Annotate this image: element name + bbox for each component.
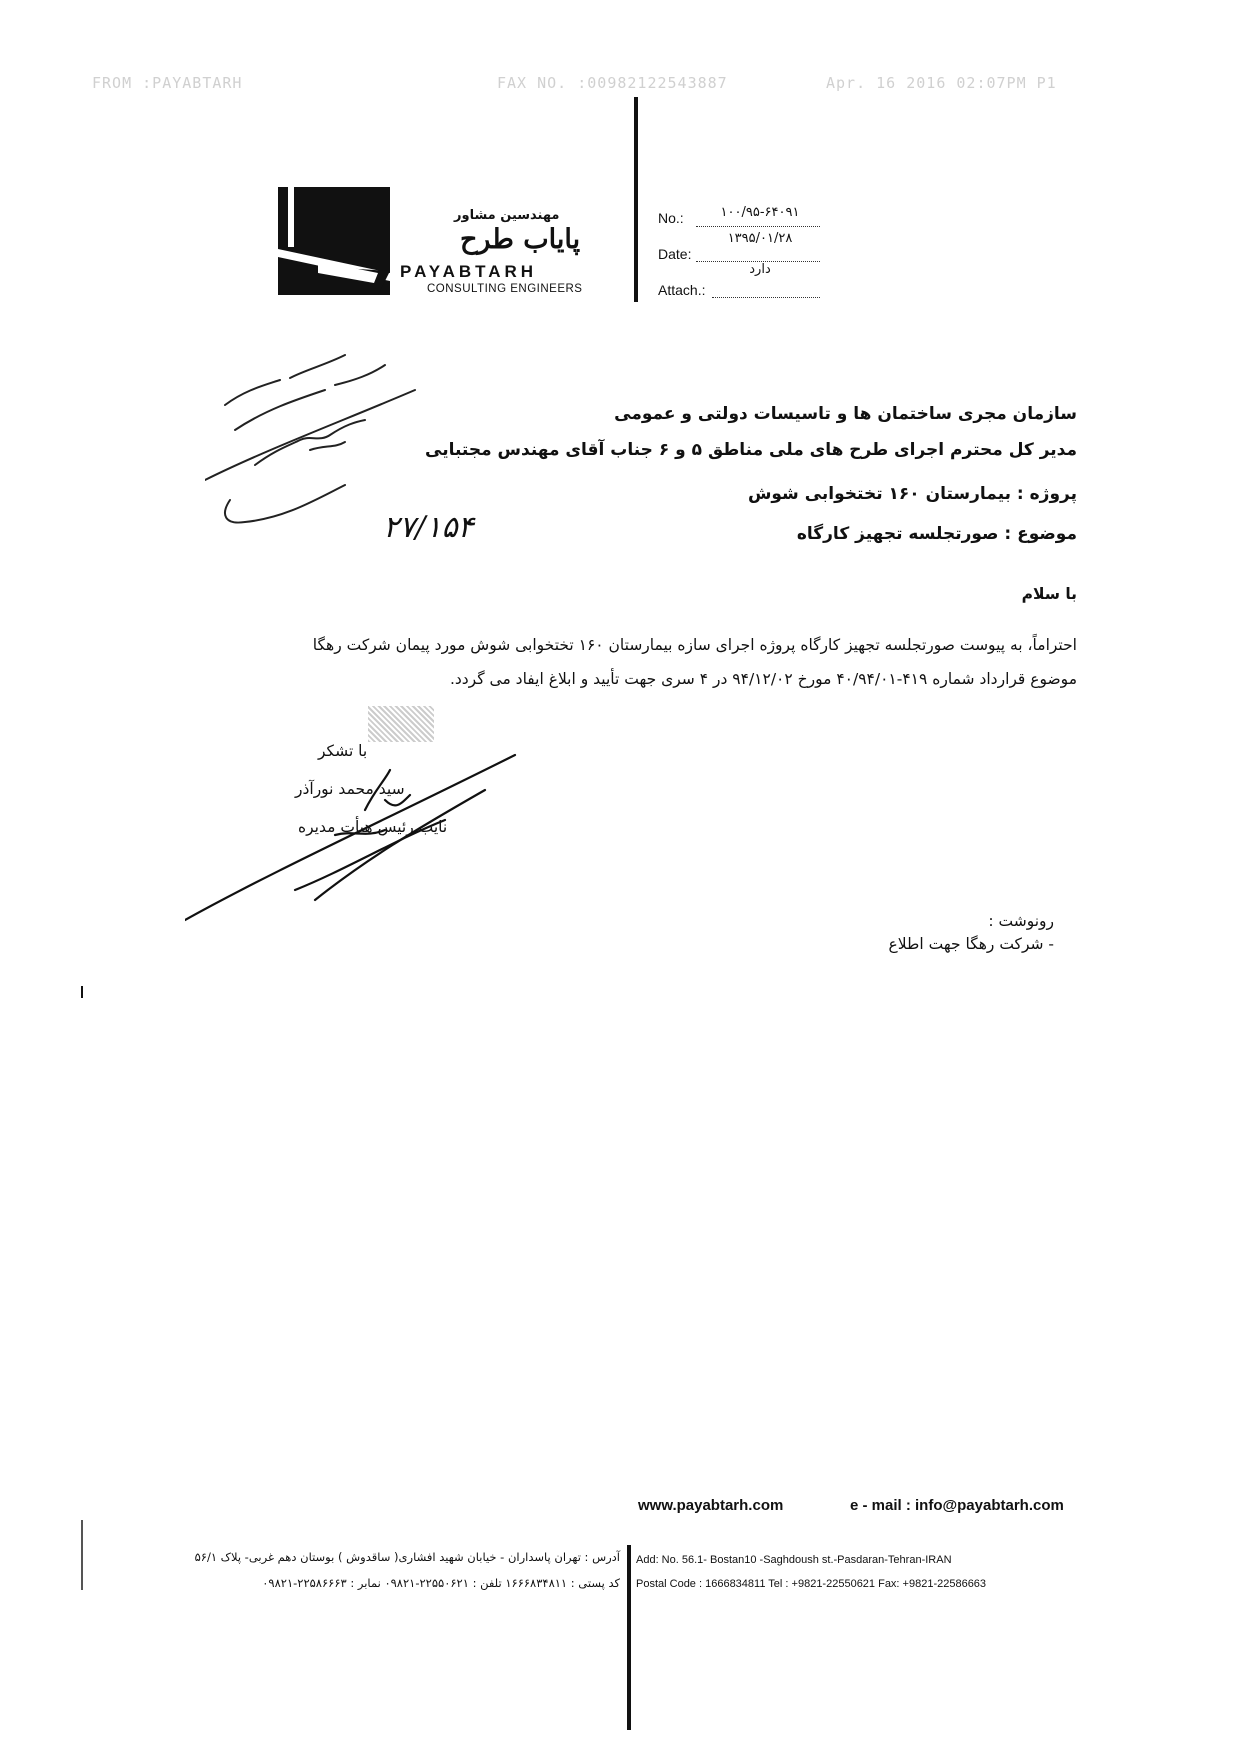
letter-number-line	[696, 226, 820, 227]
logo-name-en: PAYABTARH	[400, 262, 538, 281]
signature-title: نایب رئیس هیأت مدیره	[298, 818, 448, 836]
handwritten-number: ۲۷/۱۵۴	[383, 510, 474, 545]
signature-closing: با تشکر	[318, 742, 368, 760]
handwritten-signature	[185, 750, 525, 930]
footer-address-en: Add: No. 56.1- Bostan10 -Saghdoush st.-Pasdaran-Tehran-IRAN	[636, 1554, 952, 1566]
footer-website: www.payabtarh.com	[638, 1497, 784, 1514]
body-line-2: موضوع قرارداد شماره ۴۱۹-۴۰/۹۴/۰۱ مورخ ۹۴/۱۲/۰۲ در ۴ سری جهت تأیید و ابلاغ ایفاد می گردد.	[449, 670, 1077, 688]
recipient-manager: مدیر کل محترم اجرای طرح های ملی مناطق ۵ و ۶ جناب آقای مهندس مجتبایی	[425, 440, 1077, 460]
project-line: پروژه : بیمارستان ۱۶۰ تختخوابی شوش	[747, 484, 1077, 504]
logo-consulting-fa: مهندسین مشاور	[454, 208, 560, 223]
payabtarh-logo-icon	[278, 187, 390, 295]
stamp-mark	[368, 706, 434, 742]
letter-date-value: ۱۳۹۵/۰۱/۲۸	[727, 231, 793, 246]
footer-divider	[627, 1545, 631, 1730]
margin-mark	[81, 1520, 83, 1590]
fax-number: FAX NO. :00982122543887	[497, 74, 728, 92]
cc-item: - شرکت رهگا جهت اطلاع	[888, 935, 1054, 953]
footer-contact-fa: کد پستی : ۱۶۶۶۸۳۴۸۱۱ تلفن : ۲۲۵۵۰۶۲۱-۰۹۸۲۱ نمابر : ۲۲۵۸۶۶۶۳-۰۹۸۲۱	[262, 1576, 620, 1590]
body-line-1: احتراماً، به پیوست صورتجلسه تجهیز کارگاه پروژه اجرای سازه بیمارستان ۱۶۰ تختخوابی شوش مورد پیمان شرکت رهگا	[312, 636, 1077, 654]
cc-label: رونوشت :	[988, 912, 1054, 930]
letter-number-label: No.:	[658, 210, 684, 226]
subject-line: موضوع : صورتجلسه تجهیز کارگاه	[796, 524, 1077, 544]
margin-mark	[81, 986, 83, 998]
logo-subtitle-en: CONSULTING ENGINEERS	[427, 283, 583, 295]
letter-attach-label: Attach.:	[658, 282, 706, 298]
footer-contact-en: Postal Code : 1666834811 Tel : +9821-22550621 Fax: +9821-22586663	[636, 1578, 987, 1590]
letter-attach-line	[712, 297, 820, 298]
handwritten-annotation	[205, 350, 474, 550]
fax-datetime: Apr. 16 2016 02:07PM P1	[826, 74, 1057, 92]
footer-address-fa: آدرس : تهران پاسداران - خیابان شهید افشاری( ساقدوش ) بوستان دهم غربی- پلاک ۵۶/۱	[194, 1550, 620, 1564]
letter-attach-value: دارد	[749, 262, 771, 277]
letter-date-label: Date:	[658, 246, 692, 262]
logo-name-fa: پایاب طرح	[460, 224, 581, 255]
recipient-org: سازمان مجری ساختمان ها و تاسیسات دولتی و عمومی	[614, 404, 1077, 424]
letter-number-value: ۱۰۰/۹۵-۶۴۰۹۱	[720, 205, 800, 220]
greeting: با سلام	[1021, 585, 1077, 603]
footer-email: e - mail : info@payabtarh.com	[850, 1497, 1064, 1514]
header-divider	[634, 97, 638, 302]
signature-name: سید محمد نورآذر	[295, 780, 405, 798]
fax-from: FROM :PAYABTARH	[92, 74, 243, 92]
